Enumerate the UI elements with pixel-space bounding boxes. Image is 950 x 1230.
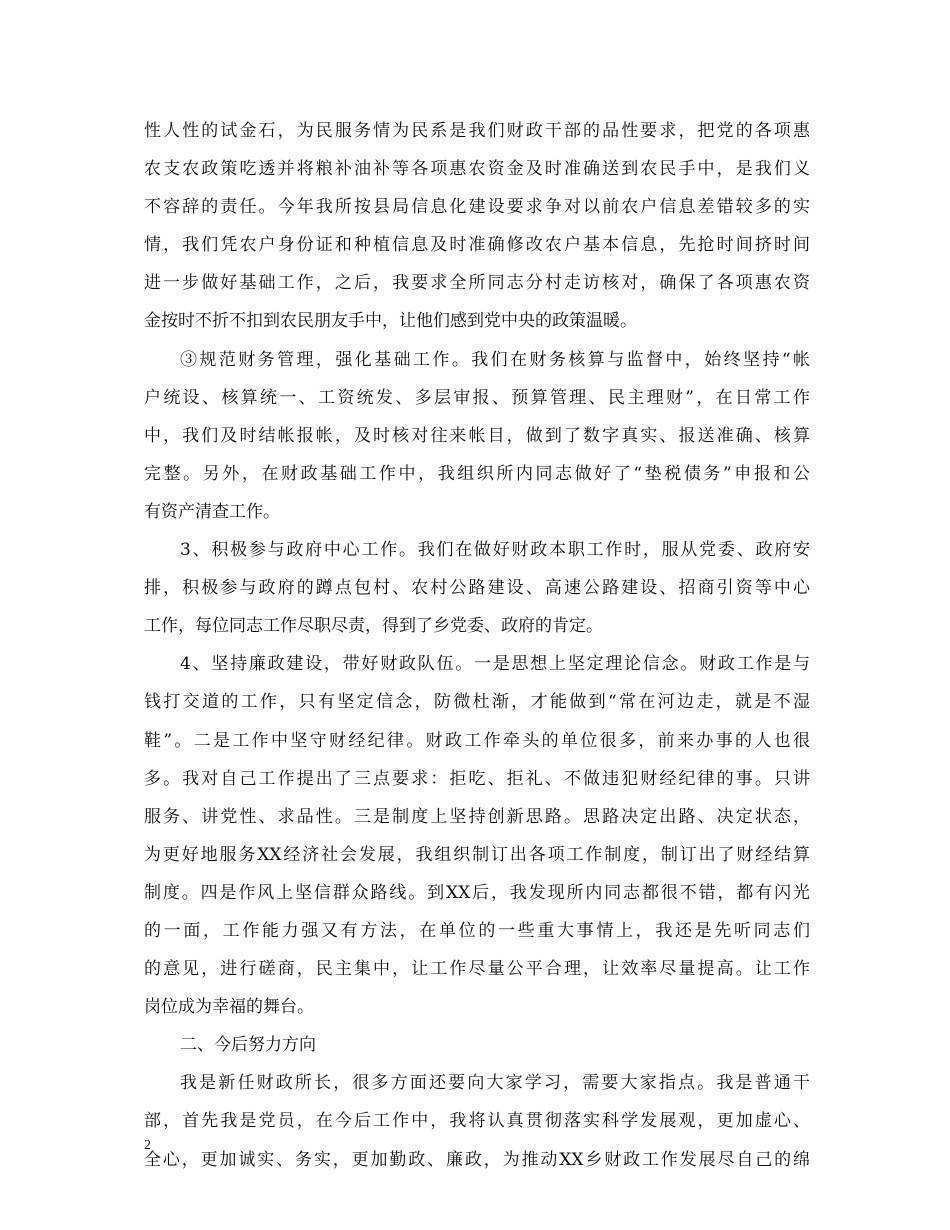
- text-line: 岗位成为幸福的舞台。: [144, 997, 314, 1018]
- text-line: 服务、讲党性、求品性。三是制度上坚持创新思路。思路决定出路、决定状态，: [144, 806, 810, 827]
- text-line: 我是新任财政所长，很多方面还要向大家学习，需要大家指点。我是普通干: [180, 1073, 810, 1094]
- text-line: 有资产清查工作。: [144, 501, 280, 522]
- text-line: 的一面，工作能力强又有方法，在单位的一些重大事情上，我还是先听同志们: [144, 920, 810, 941]
- text-line: 鞋”。二是工作中坚守财经纪律。财政工作牵头的单位很多，前来办事的人也很: [144, 730, 810, 751]
- text-line: 户统设、核算统一、工资统发、多层审报、预算管理、民主理财”，在日常工作: [144, 387, 810, 408]
- paragraph: [144, 531, 810, 645]
- paragraph: [144, 112, 810, 341]
- text-line: 4、坚持廉政建设，带好财政队伍。一是思想上坚定理论信念。财政工作是与: [180, 654, 810, 675]
- paragraph: [144, 645, 810, 1026]
- text-line: 二、今后努力方向: [180, 1035, 316, 1056]
- paragraph: [144, 341, 810, 531]
- text-line: 制度。四是作风上坚信群众路线。到XX后，我发现所内同志都很不错，都有闪光: [144, 882, 810, 903]
- text-line: 中，我们及时结帐报帐，及时核对往来帐目，做到了数字真实、报送准确、核算: [144, 425, 810, 446]
- text-line: 的意见，进行磋商，民主集中，让工作尽量公平合理，让效率尽量提高。让工作: [144, 959, 810, 980]
- text-line: 不容辞的责任。今年我所按县局信息化建设要求争对以前农户信息差错较多的实: [144, 197, 810, 218]
- page-number: 2: [144, 1138, 151, 1153]
- document-body: [144, 112, 810, 1179]
- text-line: 进一步做好基础工作，之后，我要求全所同志分村走访核对，确保了各项惠农资: [144, 273, 810, 294]
- text-line: ③规范财务管理，强化基础工作。我们在财务核算与监督中，始终坚持“帐: [180, 349, 810, 370]
- paragraph: [144, 1064, 810, 1178]
- text-line: 排，积极参与政府的蹲点包村、农村公路建设、高速公路建设、招商引资等中心: [144, 578, 810, 599]
- text-line: 工作，每位同志工作尽职尽责，得到了乡党委、政府的肯定。: [144, 616, 603, 637]
- text-line: 情，我们凭农户身份证和种植信息及时准确修改农户基本信息，先抢时间挤时间: [144, 235, 810, 256]
- text-line: 部，首先我是党员，在今后工作中，我将认真贯彻落实科学发展观，更加虚心、: [144, 1111, 810, 1132]
- text-line: 农支农政策吃透并将粮补油补等各项惠农资金及时准确送到农民手中，是我们义: [144, 159, 810, 180]
- text-line: 性人性的试金石，为民服务情为民系是我们财政干部的品性要求，把党的各项惠: [144, 121, 810, 141]
- text-line: 全心，更加诚实、务实，更加勤政、廉政，为推动XX乡财政工作发展尽自己的绵: [144, 1149, 810, 1170]
- text-line: 3、积极参与政府中心工作。我们在做好财政本职工作时，服从党委、政府安: [180, 540, 810, 561]
- paragraph: [144, 1026, 810, 1064]
- text-line: 为更好地服务XX经济社会发展，我组织制订出各项工作制度，制订出了财经结算: [144, 844, 810, 865]
- text-line: 钱打交道的工作，只有坚定信念，防微杜渐，才能做到“常在河边走，就是不湿: [144, 692, 810, 713]
- text-line: 金按时不折不扣到农民朋友手中，让他们感到党中央的政策温暖。: [144, 311, 637, 332]
- text-line: 完整。另外，在财政基础工作中，我组织所内同志做好了“垫税债务”申报和公: [144, 463, 810, 484]
- text-line: 多。我对自己工作提出了三点要求：拒吃、拒礼、不做违犯财经纪律的事。只讲: [144, 768, 810, 789]
